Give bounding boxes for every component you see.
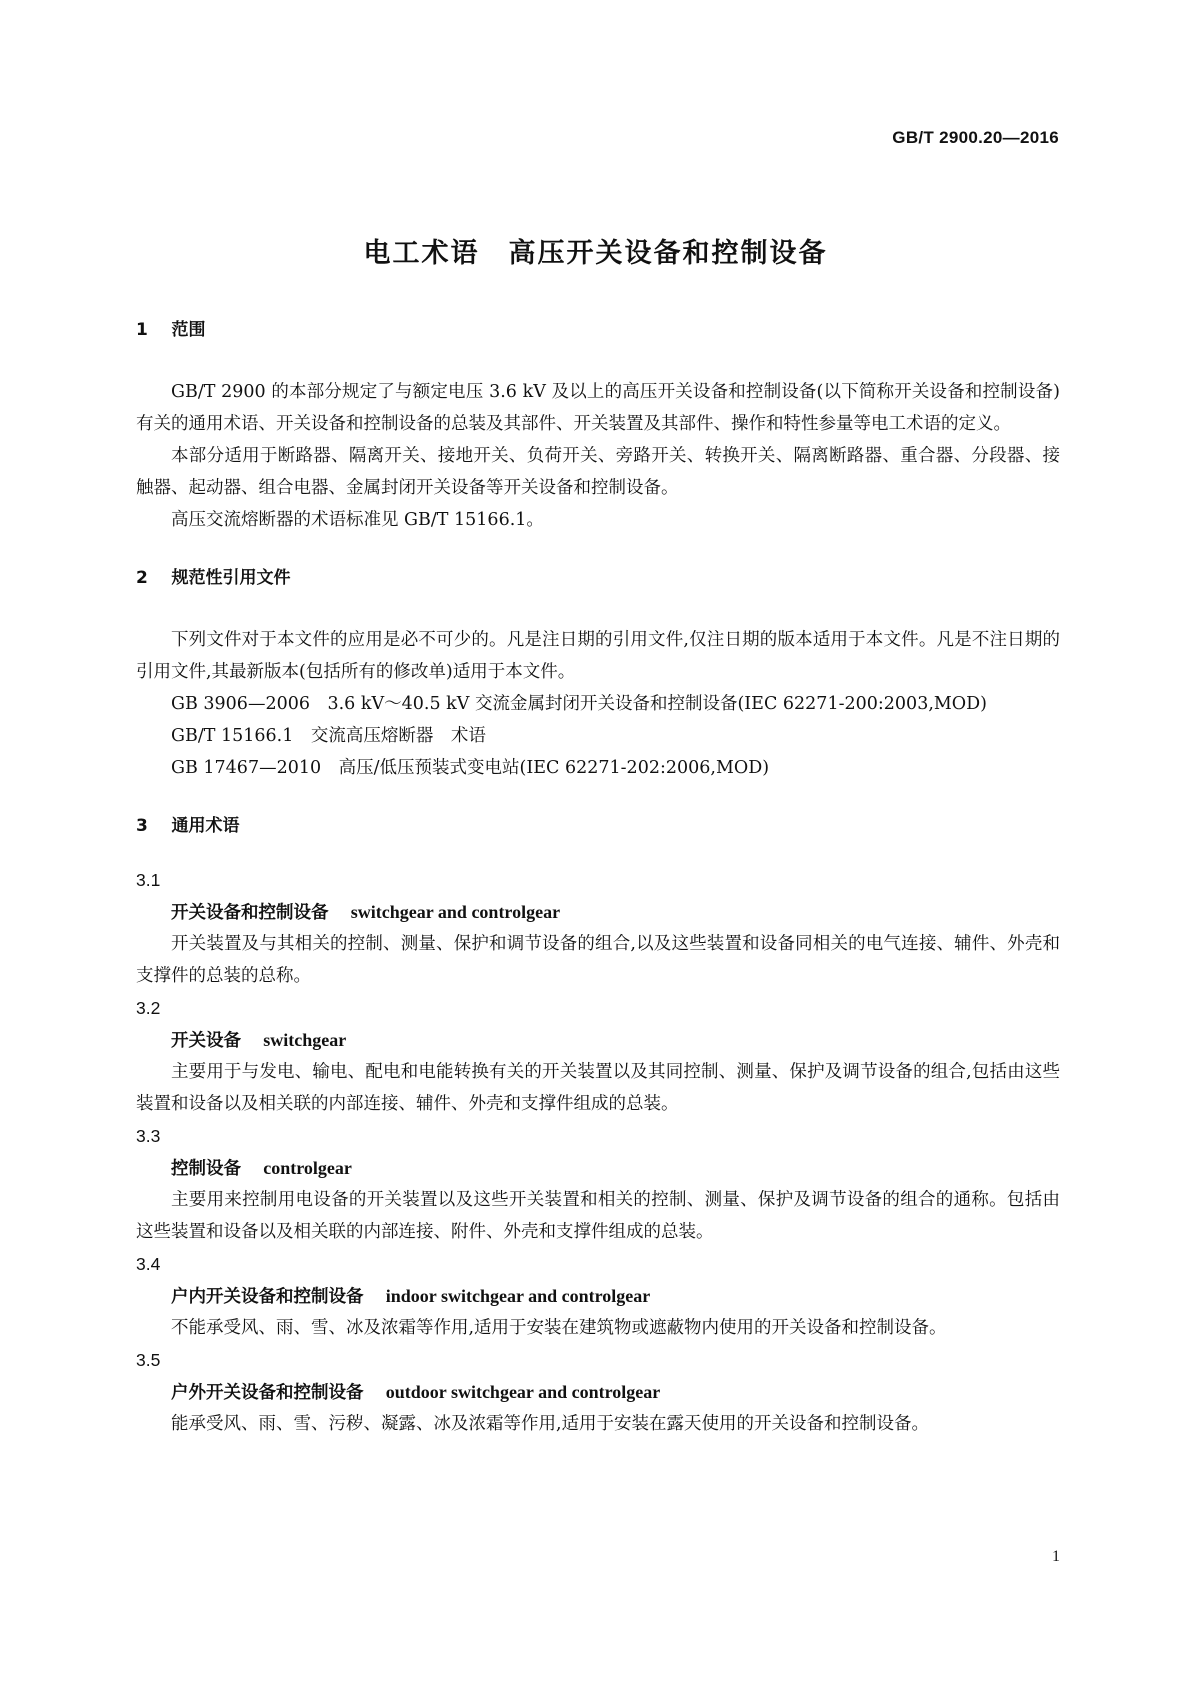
term-entry [136, 1344, 1060, 1440]
term-number: 3.2 [136, 998, 161, 1018]
term-definition: 不能承受风、雨、雪、冰及浓霜等作用,适用于安装在建筑物或遮蔽物内使用的开关设备和控制设备。 [171, 1318, 947, 1338]
term-chinese: 控制设备 [171, 1159, 241, 1179]
reference-item: GB 17467—2010 高压/低压预装式变电站(IEC 62271-202:2006,MOD) [171, 758, 770, 778]
term-definition: 开关装置及与其相关的控制、测量、保护和调节设备的组合,以及这些装置和设备同相关的电气连接、辅件、外壳和支撑件的总装的总称。 [136, 934, 1060, 986]
reference-item: GB/T 15166.1 交流高压熔断器 术语 [171, 726, 486, 746]
term-definition: 能承受风、雨、雪、污秽、凝露、冰及浓霜等作用,适用于安装在露天使用的开关设备和控制设备。 [171, 1414, 930, 1434]
term-name [136, 1376, 1060, 1408]
reference-item: GB 3906—2006 3.6 kV～40.5 kV 交流金属封闭开关设备和控制设备(IEC 62271-200:2003,MOD) [171, 694, 988, 714]
term-name [136, 1280, 1060, 1312]
term-number: 3.4 [136, 1254, 161, 1274]
term-entry [136, 992, 1060, 1120]
term-entry [136, 864, 1060, 992]
term-chinese: 户外开关设备和控制设备 [171, 1383, 364, 1403]
document-title: 电工术语 高压开关设备和控制设备 [363, 238, 828, 269]
term-name [136, 1152, 1060, 1184]
term-number: 3.1 [136, 870, 161, 890]
standard-code: GB/T 2900.20—2016 [892, 128, 1059, 147]
term-english: switchgear and controlgear [350, 902, 561, 922]
term-chinese: 开关设备 [171, 1031, 241, 1051]
term-definition: 主要用于与发电、输电、配电和电能转换有关的开关装置以及其同控制、测量、保护及调节设备的组合,包括由这些装置和设备以及相关联的内部连接、辅件、外壳和支撑件组成的总装。 [136, 1062, 1060, 1114]
section-heading-general-terms [136, 814, 1060, 838]
term-number: 3.5 [136, 1350, 161, 1370]
section-title: 规范性引用文件 [171, 568, 291, 588]
term-entry [136, 1248, 1060, 1344]
section-number: 2 [136, 568, 148, 588]
term-chinese: 开关设备和控制设备 [171, 903, 329, 923]
paragraph: 本部分适用于断路器、隔离开关、接地开关、负荷开关、旁路开关、转换开关、隔离断路器、重合器、分段器、接触器、起动器、组合电器、金属封闭开关设备等开关设备和控制设备。 [136, 446, 1060, 498]
section-heading-normative-refs [136, 566, 1060, 590]
section-title: 通用术语 [171, 816, 240, 836]
term-english: controlgear [263, 1158, 352, 1178]
section-number: 1 [136, 320, 148, 340]
term-english: outdoor switchgear and controlgear [385, 1382, 661, 1402]
paragraph: 高压交流熔断器的术语标准见 GB/T 15166.1。 [171, 510, 544, 530]
document-body [136, 318, 1060, 1440]
term-english: switchgear [263, 1030, 347, 1050]
page-number: 1 [1052, 1548, 1060, 1565]
section-number: 3 [136, 816, 148, 836]
term-name [136, 896, 1060, 928]
paragraph: 下列文件对于本文件的应用是必不可少的。凡是注日期的引用文件,仅注日期的版本适用于本文件。凡是不注日期的引用文件,其最新版本(包括所有的修改单)适用于本文件。 [136, 630, 1060, 682]
term-english: indoor switchgear and controlgear [385, 1286, 651, 1306]
term-entry [136, 1120, 1060, 1248]
term-number: 3.3 [136, 1126, 161, 1146]
term-chinese: 户内开关设备和控制设备 [171, 1287, 364, 1307]
term-definition: 主要用来控制用电设备的开关装置以及这些开关装置和相关的控制、测量、保护及调节设备的组合的通称。包括由这些装置和设备以及相关联的内部连接、附件、外壳和支撑件组成的总装。 [136, 1190, 1060, 1242]
term-name [136, 1024, 1060, 1056]
section-heading-scope [136, 318, 1060, 342]
section-title: 范围 [171, 320, 206, 340]
paragraph: GB/T 2900 的本部分规定了与额定电压 3.6 kV 及以上的高压开关设备和控制设备(以下简称开关设备和控制设备)有关的通用术语、开关设备和控制设备的总装及其部件、开关装置及其部件、操作和特性参量等电工术语的定义。 [136, 382, 1060, 434]
